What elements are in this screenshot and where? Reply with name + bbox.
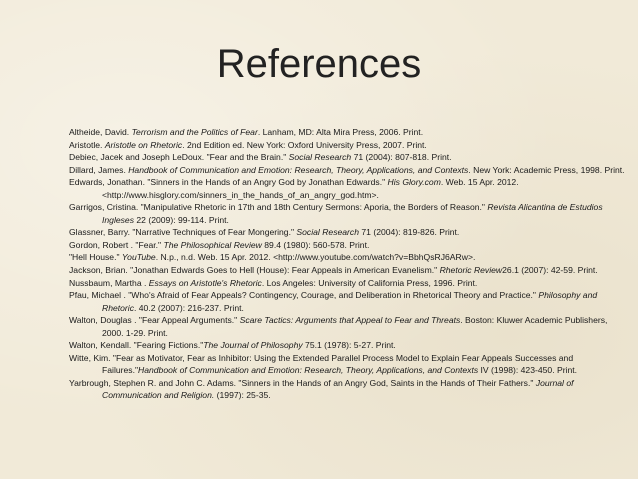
reference-text: (1997): 25-35.: [214, 390, 271, 401]
reference-text: . 2nd Edition ed. New York: Oxford University Press, 2007. Print.: [182, 139, 427, 150]
reference-item: [69, 226, 629, 239]
slide-title: References: [216, 42, 422, 86]
reference-text: . 40.2 (2007): 216-237. Print.: [134, 302, 244, 313]
reference-item: [69, 277, 629, 290]
reference-text: Gordon, Robert . "Fear.": [69, 239, 164, 250]
reference-work-title: Aristotle on Rhetoric: [104, 139, 183, 150]
reference-text: Glassner, Barry. "Narrative Techniques of Fear Mongering.": [69, 227, 297, 238]
reference-item: [69, 251, 629, 264]
reference-work-title: YouTube: [121, 252, 156, 263]
reference-item: [69, 126, 629, 139]
reference-text: . Los Angeles: University of California Press, 1996. Print.: [261, 277, 478, 288]
reference-item: [69, 352, 629, 377]
reference-item: [69, 239, 629, 252]
reference-list: [69, 126, 629, 402]
reference-work-title: His Glory.com: [387, 177, 441, 188]
reference-item: [69, 201, 629, 226]
reference-work-title: The Philosophical Review: [163, 239, 262, 250]
reference-text: "Hell House.": [69, 252, 122, 263]
reference-work-title: Handbook of Communication and Emotion: Research, Theory, Applications, and Contexts: [138, 365, 479, 376]
reference-item: [69, 176, 629, 201]
reference-text: . New York: Academic Press, 1998. Print.: [468, 164, 625, 175]
reference-text: 75.1 (1978): 5-27. Print.: [302, 340, 396, 351]
reference-text: Aristotle.: [69, 139, 105, 150]
reference-text: Debiec, Jacek and Joseph LeDoux. "Fear and the Brain.": [69, 152, 289, 163]
reference-work-title: Handbook of Communication and Emotion: Research, Theory, Applications, and Contexts: [128, 164, 469, 175]
reference-text: Garrigos, Cristina. "Manipulative Rhetoric in 17th and 18th Century Sermons: Aporia, the Borders of Reason.": [69, 202, 488, 213]
reference-item: [69, 151, 629, 164]
reference-item: [69, 164, 629, 177]
reference-work-title: Scare Tactics: Arguments that Appeal to Fear and Threats: [239, 315, 461, 326]
reference-text: Altheide, David.: [69, 127, 132, 137]
reference-text: 89.4 (1980): 560-578. Print.: [261, 239, 370, 250]
reference-text: Jackson, Brian. "Jonathan Edwards Goes to Hell (House): Fear Appeals in American Evanelism.": [69, 265, 440, 276]
reference-text: Dillard, James.: [69, 164, 129, 175]
reference-text: . Lanham, MD: Alta Mira Press, 2006. Print.: [257, 127, 424, 137]
reference-text: . Web. 15 Apr. 2012. <http://www.hisglory.com/sinners_in_the_hands_of_an_angry_god.htm>.: [102, 177, 519, 200]
reference-text: IV (1998): 423-450. Print.: [478, 365, 578, 376]
reference-text: 71 (2004): 819-826. Print.: [359, 227, 460, 238]
reference-item: [69, 314, 629, 339]
reference-text: Nussbaum, Martha .: [69, 277, 149, 288]
reference-text: 71 (2004): 807-818. Print.: [351, 152, 452, 163]
reference-work-title: Rhetoric Review: [439, 265, 503, 276]
reference-text: . Boston: Kluwer Academic Publishers, 2000. 1-29. Print.: [102, 315, 608, 338]
reference-text: 22 (2009): 99-114. Print.: [134, 214, 229, 225]
reference-text: Walton, Douglas . "Fear Appeal Arguments.": [69, 315, 240, 326]
reference-text: Witte, Kim. "Fear as Motivator, Fear as Inhibitor: Using the Extended Parallel Process Model to Explain Fear Appeals Successes and Failures.": [69, 352, 574, 376]
reference-item: [69, 377, 629, 402]
reference-item: [69, 289, 629, 314]
reference-work-title: The Journal of Philosophy: [203, 340, 303, 351]
reference-text: Edwards, Jonathan. "Sinners in the Hands of an Angry God by Jonathan Edwards.": [69, 177, 388, 188]
reference-item: [69, 339, 629, 352]
reference-text: Walton, Kendall. "Fearing Fictions.": [69, 340, 204, 351]
reference-work-title: Revista Alicantina de Estudios Ingleses: [102, 202, 603, 225]
reference-work-title: Journal of Communication and Religion.: [102, 377, 574, 401]
reference-text: Yarbrough, Stephen R. and John C. Adams. "Sinners in the Hands of an Angry God, Saints in the Hands of Their Fathers.": [69, 377, 536, 388]
reference-item: [69, 139, 629, 152]
reference-work-title: Social Research: [288, 152, 352, 163]
reference-text: . N.p., n.d. Web. 15 Apr. 2012. <http://www.youtube.com/watch?v=BbhQsRJ6ARw>.: [155, 252, 476, 263]
reference-item: [69, 264, 629, 277]
reference-work-title: Terrorism and the Politics of Fear: [131, 127, 258, 137]
reference-work-title: Essays on Aristotle's Rhetoric: [148, 277, 262, 288]
reference-text: 26.1 (2007): 42-59. Print.: [502, 265, 598, 276]
reference-work-title: Philosophy and Rhetoric: [102, 290, 598, 313]
reference-text: Pfau, Michael . "Who's Afraid of Fear Appeals? Contingency, Courage, and Deliberation in Rhetorical Theory and Practice.": [69, 290, 539, 301]
reference-work-title: Social Research: [296, 227, 359, 238]
